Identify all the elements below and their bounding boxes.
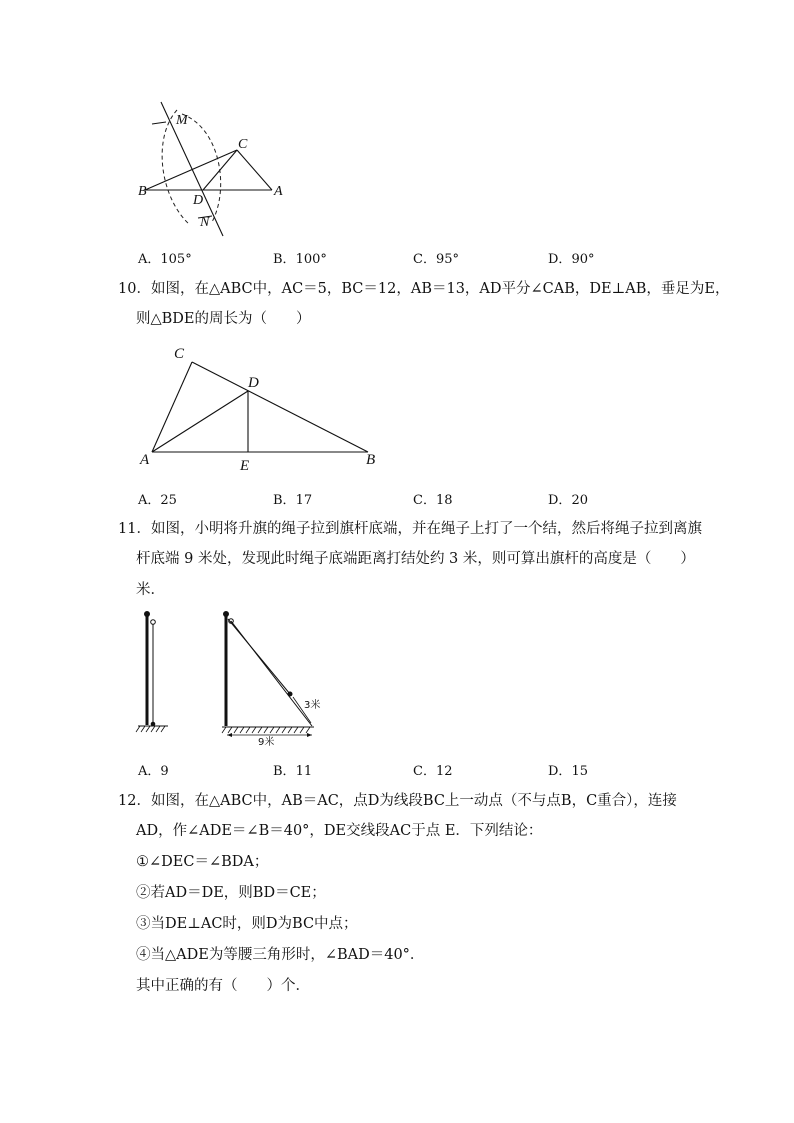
q9-tick-m: [152, 122, 166, 124]
q9-label-m: M: [176, 113, 188, 128]
q9-option-d: D．90°: [548, 252, 595, 267]
q11-option-c: C．12: [413, 764, 453, 779]
q9-label-n: N: [200, 215, 210, 230]
q11-pole-diagram-a: [136, 608, 176, 736]
q11a-pole-top: [144, 611, 150, 617]
q12-conclusion-3: ③当DE⊥AC时，则D为BC中点；: [136, 916, 358, 932]
q10-diagram: [136, 340, 386, 476]
q11a-pulley: [151, 620, 156, 625]
q9-label-c: C: [238, 137, 248, 152]
q12-conclusion-1: ①∠DEC＝∠BDA；: [136, 854, 269, 870]
q11-stem-line3: 米．: [136, 582, 165, 598]
q9-label-b: B: [138, 184, 147, 199]
q10-option-b: B．17: [273, 493, 313, 508]
q10-option-a: A．25: [138, 493, 177, 508]
q12-stem-line1: 12．如图，在△ABC中，AB＝AC，点D为线段BC上一动点（不与点B，C重合），连接: [118, 793, 677, 809]
q12-closing: 其中正确的有（ ）个．: [136, 978, 310, 994]
q11-pole-diagram-b: [214, 606, 334, 746]
q9-figure: [130, 98, 300, 238]
q11b-knot: [288, 692, 293, 697]
q9-option-c: C．95°: [413, 252, 459, 267]
q9-option-b: B．100°: [273, 252, 327, 267]
q10-option-d: D．20: [548, 493, 588, 508]
q10-label-c: C: [174, 346, 185, 362]
q11b-pole-top: [223, 611, 229, 617]
q11-figure-left: [136, 608, 176, 736]
q11b-rope-2: [228, 619, 290, 694]
q9-label-d: D: [193, 193, 204, 208]
q11b-arrow-right: [307, 733, 312, 737]
q9-segment-cd: [203, 150, 237, 190]
q12-stem-line2: AD，作∠ADE＝∠B＝40°，DE交线段AC于点 E．下列结论：: [136, 823, 543, 839]
q11b-ground-hatch: [222, 727, 310, 733]
q10-stem-line1: 10．如图，在△ABC中，AC＝5，BC＝12，AB＝13，AD平分∠CAB，DE⊥AB，垂足为E，: [118, 281, 730, 297]
q11-stem-line2: 杆底端 9 米处，发现此时绳子底端距离打结处约 3 米，则可算出旗杆的高度是（ ）: [136, 551, 695, 567]
q10-segment-ad: [152, 391, 248, 452]
q10-options: [138, 489, 758, 509]
q10-side-ac: [152, 362, 192, 452]
q10-label-b: B: [366, 452, 376, 468]
q11b-label-3m: 3米: [304, 700, 321, 711]
q12-conclusion-4: ④当△ADE为等腰三角形时，∠BAD＝40°．: [136, 947, 425, 963]
q10-side-cb: [192, 362, 368, 452]
q12-conclusion-2: ②若AD＝DE，则BD＝CE；: [136, 885, 326, 901]
q9-diagram: [130, 98, 300, 238]
q11-option-b: B．11: [273, 764, 313, 779]
q10-stem-line2: 则△BDE的周长为（ ）: [136, 311, 311, 327]
q10-label-e: E: [240, 458, 250, 474]
q11b-arrow-left: [227, 733, 232, 737]
q9-side-bc: [145, 150, 237, 190]
q11a-ground-hatch: [136, 726, 165, 732]
q11-option-a: A．9: [138, 764, 169, 779]
q10-figure: [136, 340, 386, 476]
q11-options: [138, 760, 758, 780]
q11-option-d: D．15: [548, 764, 588, 779]
q9-options: [138, 248, 758, 268]
q9-option-a: A．105°: [138, 252, 192, 267]
q11-stem-line1: 11．如图，小明将升旗的绳子拉到旗杆底端，并在绳子上打了一个结，然后将绳子拉到离旗: [118, 521, 702, 537]
q11-figure-right: [214, 606, 334, 746]
q11b-label-9m: 9米: [258, 737, 275, 748]
q9-label-a: A: [274, 184, 283, 199]
q10-option-c: C．18: [413, 493, 453, 508]
q10-label-a: A: [140, 452, 150, 468]
q9-side-ca: [237, 150, 272, 190]
q10-label-d: D: [248, 375, 259, 391]
